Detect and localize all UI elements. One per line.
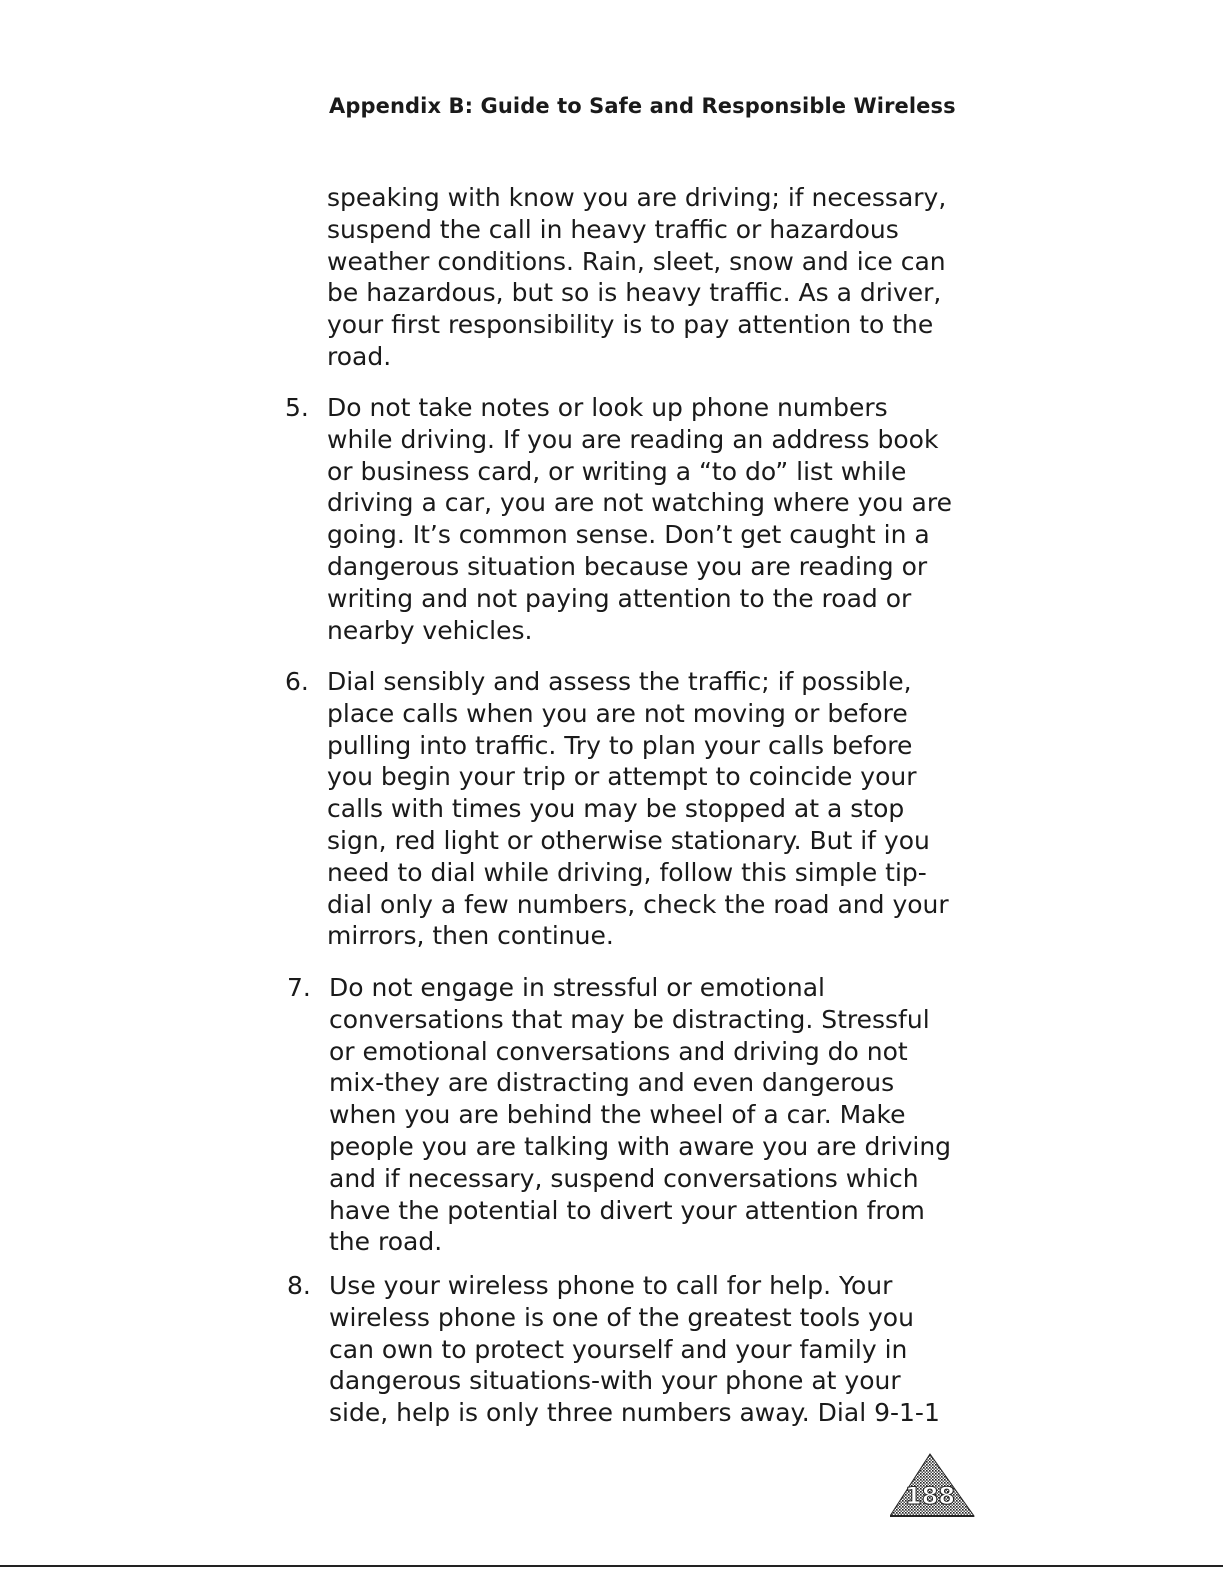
text-line: when you are behind the wheel of a car. Make [329,1100,906,1130]
list-item-text [329,972,951,1258]
page-number: 188 [904,1482,956,1510]
text-line: can own to protect yourself and your family in [329,1334,908,1364]
list-item-text [329,1270,940,1429]
text-line: need to dial while driving, follow this simple tip- [327,857,927,887]
text-line: pulling into traffic. Try to plan your calls before [327,730,913,760]
text-line: side, help is only three numbers away. Dial 9-1-1 [329,1398,940,1428]
text-line: dangerous situations-with your phone at your [329,1366,901,1396]
text-line: or emotional conversations and driving do not [329,1036,908,1066]
text-line: Dial sensibly and assess the traffic; if possible, [327,667,912,696]
text-line: while driving. If you are reading an address book [327,424,939,454]
text-line: Use your wireless phone to call for help. Your [329,1271,893,1300]
text-line: conversations that may be distracting. Stressful [329,1004,930,1034]
text-line: and if necessary, suspend conversations which [329,1163,919,1193]
text-line: mirrors, then continue. [327,921,614,951]
text-line: weather conditions. Rain, sleet, snow and ice can [327,246,946,276]
text-line: place calls when you are not moving or before [327,698,908,728]
text-line: people you are talking with aware you are driving [329,1131,952,1161]
list-item-number: 6. [285,667,309,696]
text-line: or business card, or writing a “to do” list while [327,456,907,486]
text-line: dial only a few numbers, check the road and your [327,889,949,919]
bottom-divider [0,1565,1223,1567]
list-item-text [327,392,952,646]
page-header: Appendix B: Guide to Safe and Responsible Wireless [329,94,956,118]
list-item-number: 7. [287,973,311,1002]
text-line: the road. [329,1227,443,1257]
text-line: suspend the call in heavy traffic or hazardous [327,214,899,244]
text-line: sign, red light or otherwise stationary. But if you [327,825,930,855]
text-line: be hazardous, but so is heavy traffic. As a driver, [327,278,942,308]
text-line: calls with times you may be stopped at a stop [327,794,905,824]
text-line: driving a car, you are not watching where you are [327,488,952,518]
list-item-text [327,666,949,952]
text-line: writing and not paying attention to the road or [327,583,912,613]
text-line: dangerous situation because you are reading or [327,551,928,581]
text-line: nearby vehicles. [327,615,533,645]
continuation-paragraph [327,182,946,373]
text-line: your first responsibility is to pay attention to the [327,310,934,340]
text-line: Do not engage in stressful or emotional [329,973,825,1002]
list-item-number: 5. [285,393,309,422]
text-line: going. It’s common sense. Don’t get caught in a [327,520,930,550]
text-line: speaking with know you are driving; if necessary, [327,183,947,212]
text-line: road. [327,341,392,371]
text-line: have the potential to divert your attention from [329,1195,925,1225]
list-item-number: 8. [287,1271,311,1300]
text-line: Do not take notes or look up phone numbers [327,393,888,422]
page-number-badge [890,1452,980,1520]
text-line: you begin your trip or attempt to coincide your [327,762,917,792]
text-line: wireless phone is one of the greatest tools you [329,1302,914,1332]
text-line: mix-they are distracting and even dangerous [329,1068,895,1098]
